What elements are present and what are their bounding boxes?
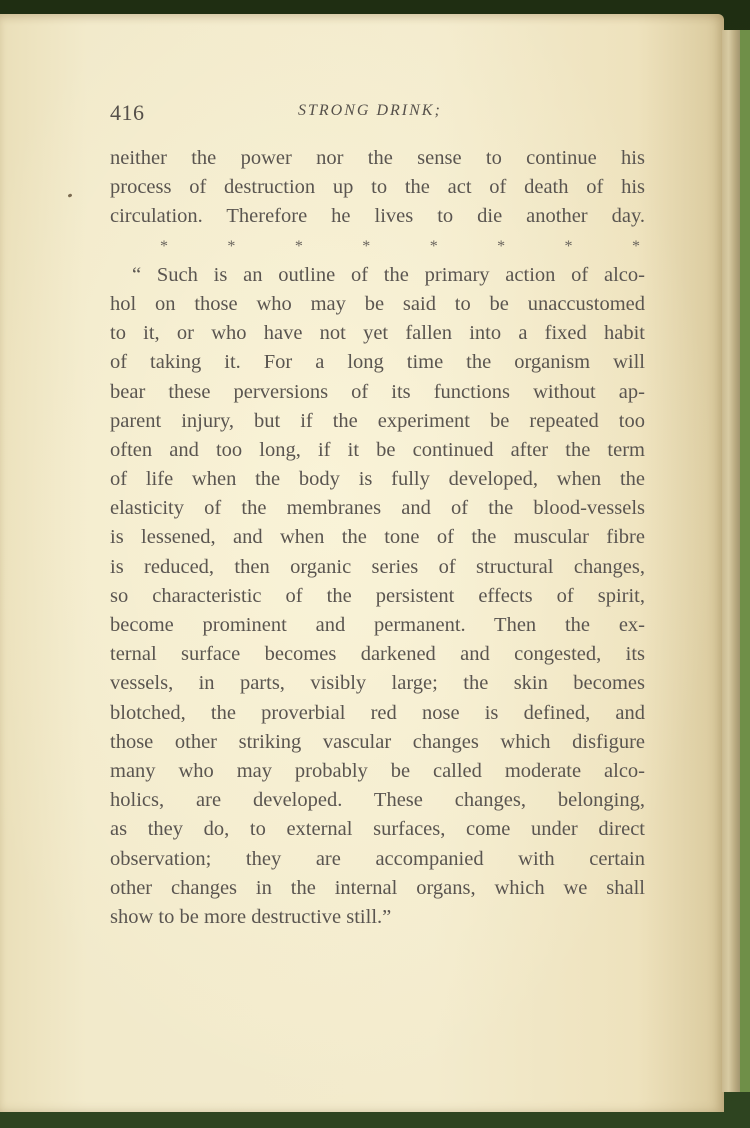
running-title: STRONG DRINK;: [298, 102, 442, 119]
asterisk: *: [227, 237, 236, 255]
ink-smudge: [68, 193, 73, 197]
text-line: become prominent and permanent. Then the ex-: [110, 614, 645, 636]
text-line: those other striking vascular changes which disfigure: [110, 730, 645, 753]
text-line: show to be more destructive still.”: [110, 905, 392, 928]
asterisk: *: [160, 237, 168, 255]
text-line: of taking it. For a long time the organism will: [110, 351, 645, 374]
text-line: blotched, the proverbial red nose is defined, and: [110, 701, 645, 724]
text-line: elasticity of the membranes and of the blood-vessels: [110, 497, 645, 520]
asterisk: *: [497, 237, 506, 255]
cover-edge: [740, 30, 750, 1092]
text-line: is reduced, then organic series of structural changes,: [110, 555, 645, 578]
text-line: hol on those who may be said to be unaccustomed: [110, 292, 645, 315]
page-number: 416: [110, 100, 145, 125]
text-line: process of destruction up to the act of death of his: [110, 176, 645, 199]
text-line: circulation. Therefore he lives to die another day.: [110, 205, 645, 228]
text-line: many who may probably be called moderate alco-: [110, 759, 645, 782]
text-line: holics, are developed. These changes, belonging,: [110, 789, 645, 812]
body-text: [110, 144, 645, 932]
text-line: as they do, to external surfaces, come under direct: [110, 818, 645, 841]
asterisk: *: [564, 237, 573, 255]
text-line: ternal surface becomes darkened and congested, its: [110, 643, 645, 666]
asterisk: *: [429, 237, 438, 255]
text-line: vessels, in parts, visibly large; the skin becomes: [110, 672, 645, 695]
text-line: parent injury, but if the experiment be repeated too: [110, 409, 645, 432]
text-line: is lessened, and when the tone of the muscular fibre: [110, 526, 645, 549]
asterisk: *: [362, 237, 371, 255]
book-page: [0, 14, 724, 1112]
text-line: observation; they are accompanied with certain: [110, 847, 645, 870]
asterisk: *: [631, 237, 640, 255]
text-line: to it, or who have not yet fallen into a fixed habit: [110, 322, 645, 345]
text-line: so characteristic of the persistent effects of spirit,: [110, 584, 645, 607]
text-line: neither the power nor the sense to continue his: [110, 147, 645, 169]
text-line: often and too long, if it be continued after the term: [110, 438, 645, 461]
text-line: other changes in the internal organs, which we shall: [110, 876, 645, 899]
asterisk: *: [294, 237, 303, 255]
text-line: “ Such is an outline of the primary action of alco-: [132, 263, 645, 286]
text-line: of life when the body is fully developed, when the: [110, 468, 645, 491]
text-line: bear these perversions of its functions without ap-: [110, 380, 645, 403]
section-separator: [110, 232, 645, 261]
running-head: [110, 100, 645, 130]
